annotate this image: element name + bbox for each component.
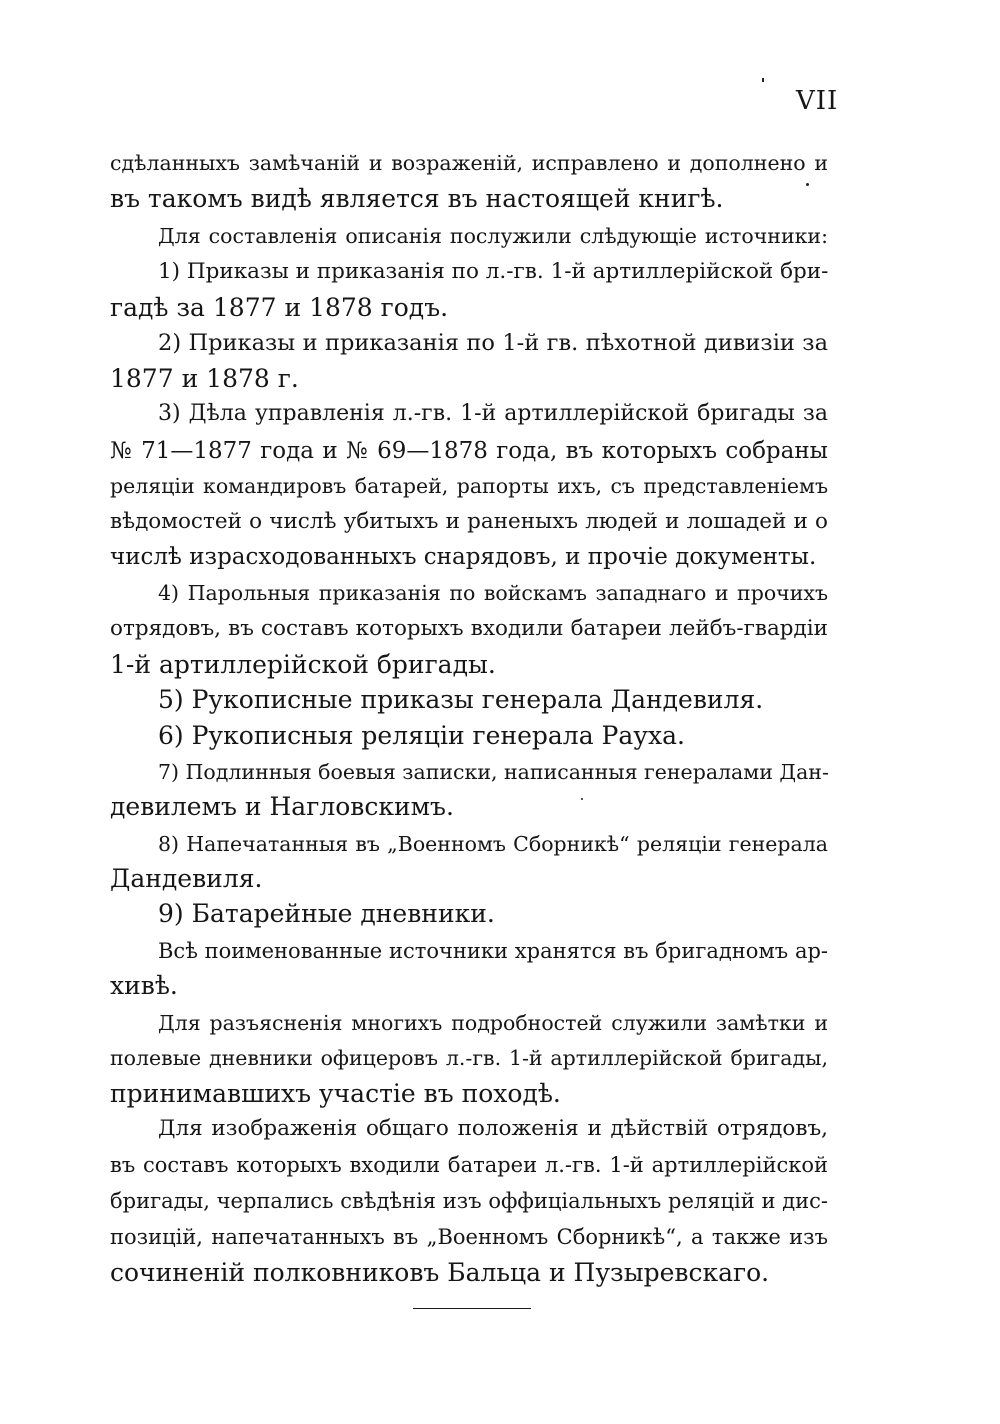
text-line: Дандевиля.	[110, 864, 263, 893]
text-line: сдѣланныхъ замѣчаній и возраженій, исправлено и дополнено и	[110, 151, 828, 175]
text-line: вѣдомостей о числѣ убитыхъ и раненыхъ людей и лошадей и о	[110, 509, 828, 534]
ink-speck	[806, 183, 809, 186]
page-number: VII	[796, 86, 839, 116]
text-line: принимавшихъ участіе въ походѣ.	[110, 1079, 561, 1108]
text-line: 2) Приказы и приказанія по 1-й гв. пѣхотной дивизіи за	[158, 330, 828, 356]
ink-speck	[762, 78, 764, 82]
text-line: позицій, напечатанныхъ въ „Военномъ Сборникѣ“, а также изъ	[110, 1225, 828, 1249]
text-line: гадѣ за 1877 и 1878 годъ.	[110, 293, 449, 322]
text-line: Для изображенія общаго положенія и дѣйствій отрядовъ,	[158, 1116, 828, 1141]
text-line: сочиненій полковниковъ Бальца и Пузыревскаго.	[110, 1258, 770, 1287]
text-line: реляціи командировъ батарей, рапорты ихъ, съ представленіемъ	[110, 474, 828, 498]
ink-speck	[581, 798, 583, 800]
text-line: полевые дневники офицеровъ л.-гв. 1-й артиллерійской бригады,	[110, 1046, 828, 1070]
text-line: 7) Подлинныя боевыя записки, написанныя генералами Дан-	[158, 760, 829, 784]
text-line: Для составленія описанія послужили слѣдующіе источники:	[158, 224, 828, 248]
text-line: 1877 и 1878 г.	[110, 364, 299, 393]
text-line: 1) Приказы и приказанія по л.-гв. 1-й артиллерійской бри-	[158, 259, 829, 284]
text-line: въ составъ которыхъ входили батареи л.-гв. 1-й артиллерійской	[110, 1153, 828, 1177]
text-line: № 71—1877 года и № 69—1878 года, въ которыхъ собраны	[110, 438, 828, 464]
text-line: хивѣ.	[110, 971, 178, 1000]
text-line: отрядовъ, въ составъ которыхъ входили батареи лейбъ-гвардіи	[110, 616, 828, 641]
text-line: 3) Дѣла управленія л.-гв. 1-й артиллерійской бригады за	[158, 401, 828, 426]
text-line: бригады, черпались свѣдѣнія изъ оффиціальныхъ реляцій и дис-	[110, 1189, 828, 1213]
closing-rule	[413, 1308, 531, 1309]
text-line: Всѣ поименованные источники хранятся въ бригадномъ ар-	[158, 939, 828, 963]
text-line: числѣ израсходованныхъ снарядовъ, и прочіе документы.	[110, 544, 817, 570]
text-line: 6) Рукописныя реляціи генерала Рауха.	[158, 721, 685, 750]
text-line: 4) Парольныя приказанія по войскамъ западнаго и прочихъ	[158, 581, 828, 605]
text-line: 8) Напечатанныя въ „Военномъ Сборникѣ“ реляціи генерала	[158, 832, 828, 856]
text-line: 1-й артиллерійской бригады.	[110, 650, 496, 679]
text-line: 5) Рукописные приказы генерала Дандевиля.	[158, 685, 764, 714]
text-line: девилемъ и Нагловскимъ.	[110, 792, 454, 821]
text-line: 9) Батарейные дневники.	[158, 899, 495, 928]
text-line: въ такомъ видѣ является въ настоящей книгѣ.	[110, 184, 724, 213]
text-line: Для разъясненія многихъ подробностей служили замѣтки и	[158, 1011, 828, 1035]
